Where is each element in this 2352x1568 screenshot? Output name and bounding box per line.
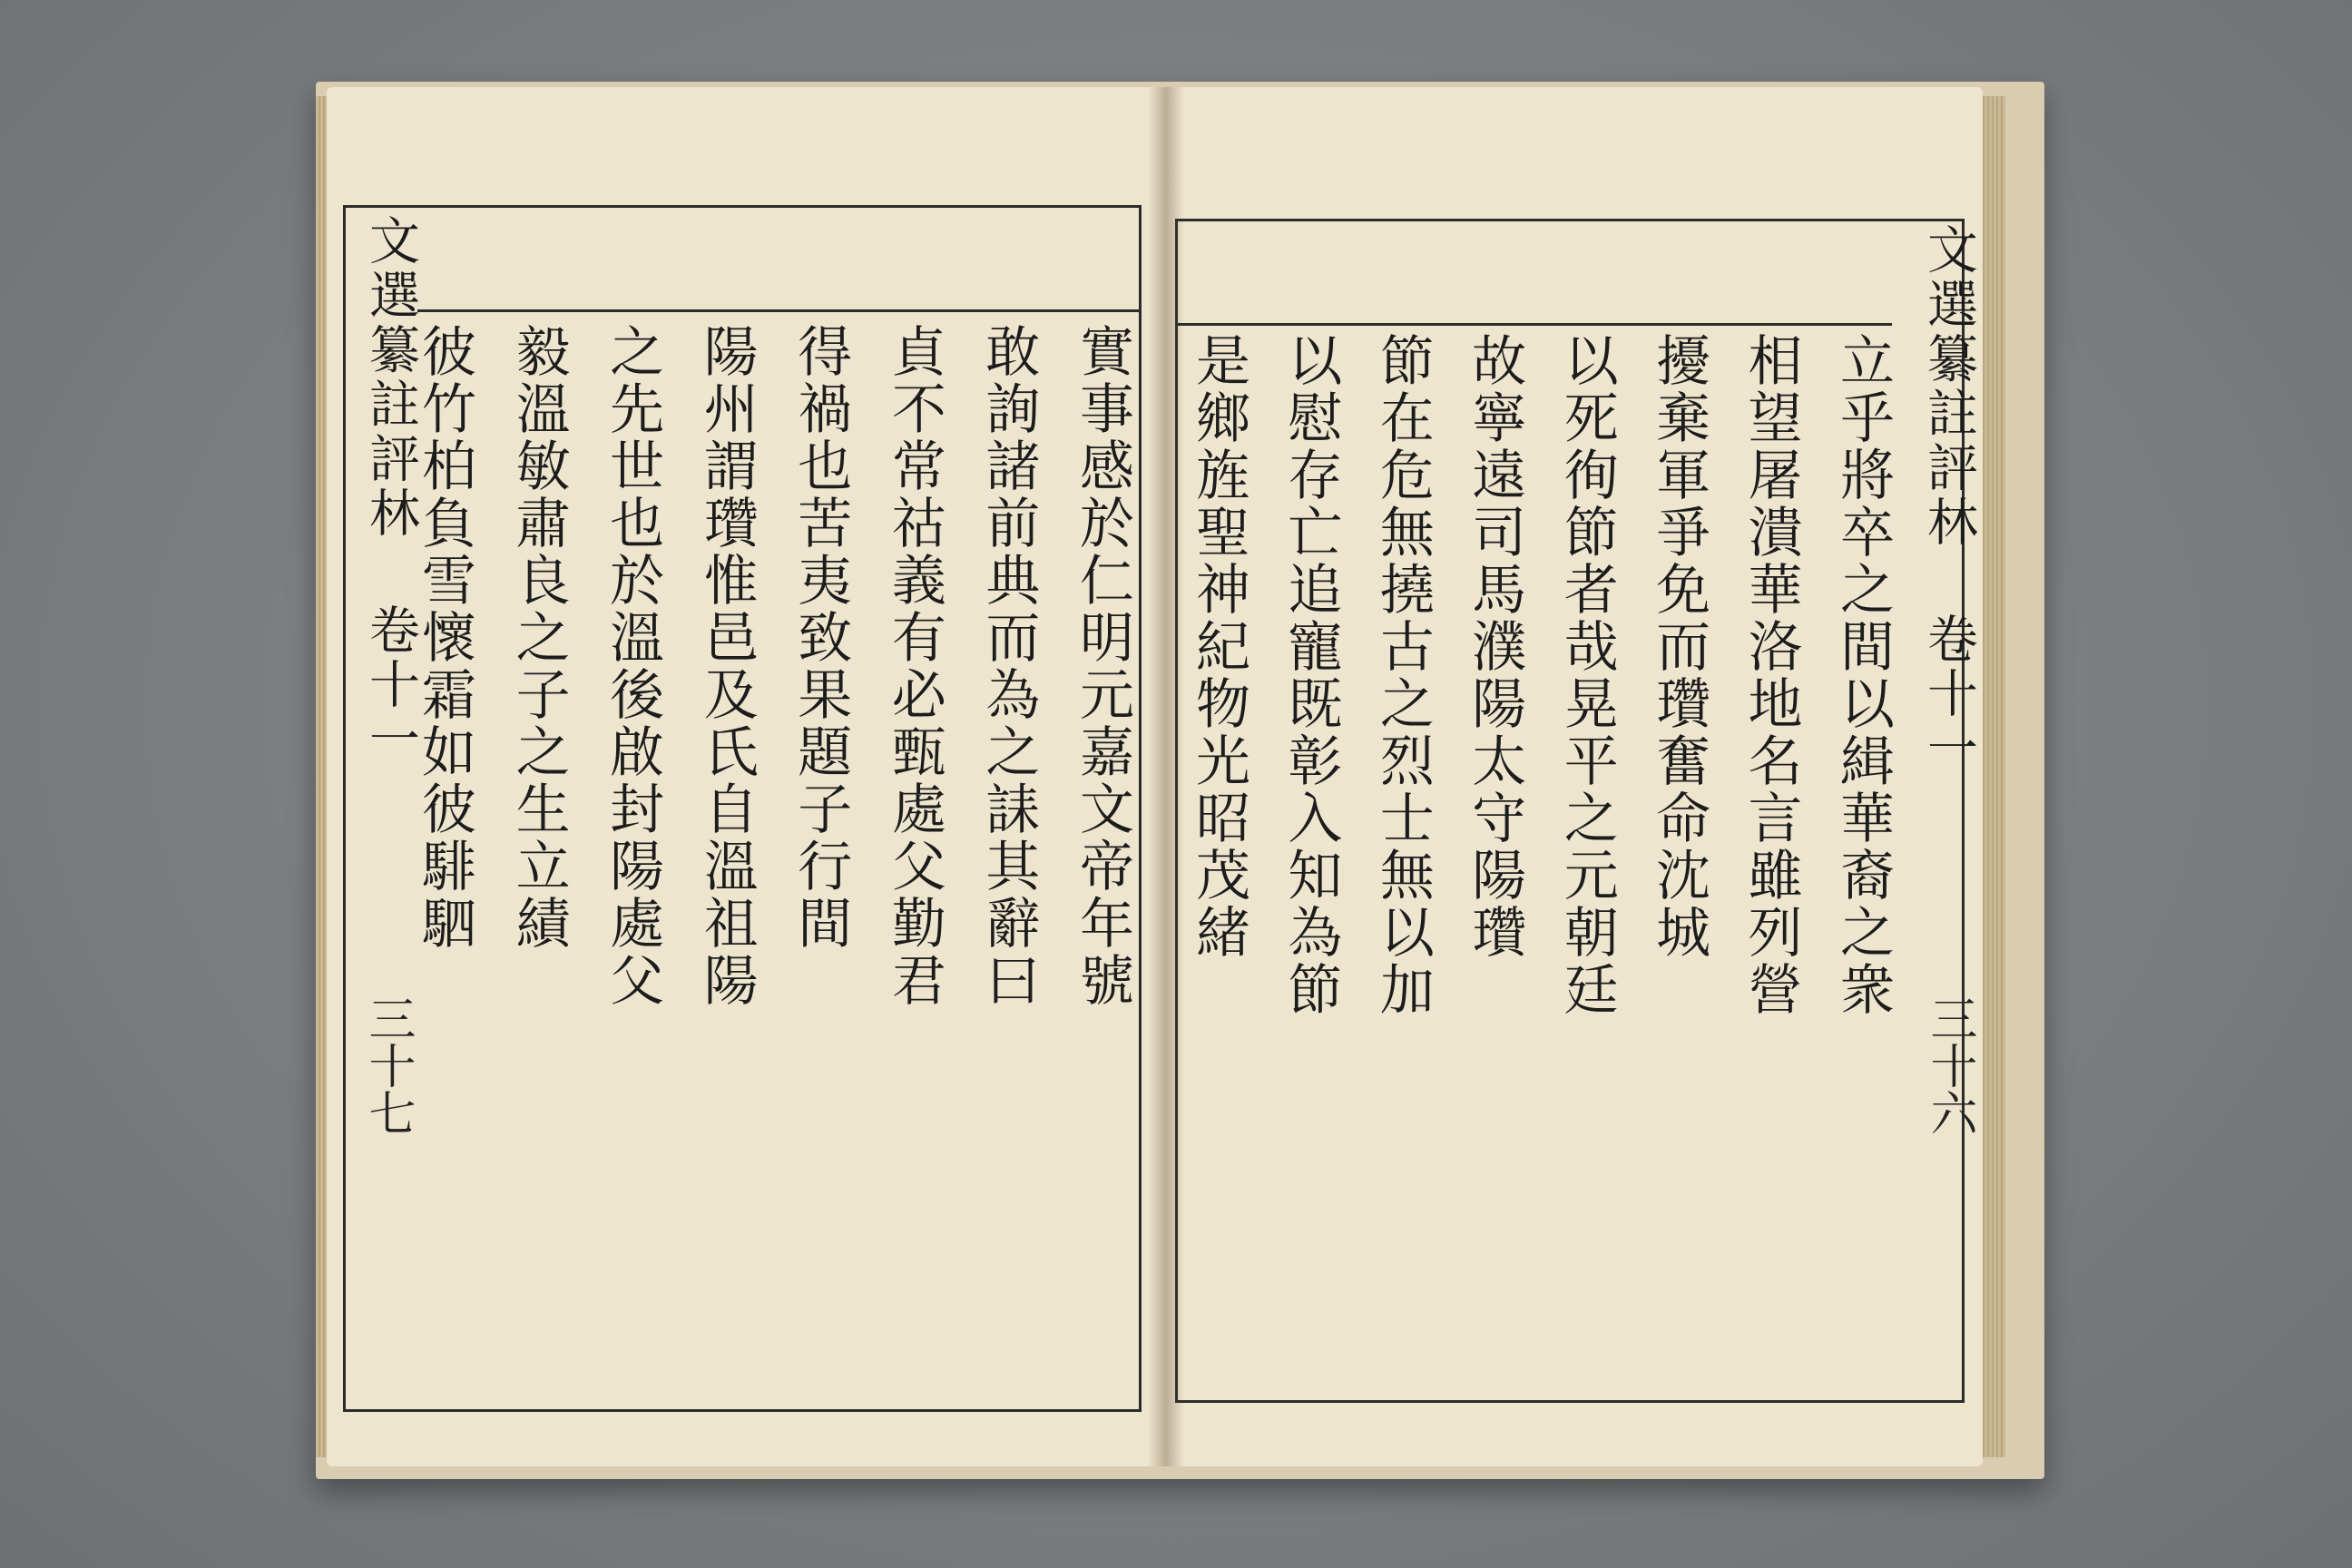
text-column: 以慰存亡追寵既彰入知為節 (1279, 332, 1343, 1018)
text-column: 之先世也於溫後啟封陽處父 (601, 323, 665, 1009)
text-column: 彼竹柏負雪懷霜如彼騑駟 (413, 323, 476, 952)
right-page-running-title: 文選纂註評林 卷十一 (1919, 223, 1978, 776)
right-page-folio: 三十六 (1922, 995, 1976, 1136)
left-page-running-title: 文選纂註評林 卷十一 (361, 214, 420, 767)
left-page-header-band (417, 205, 1142, 312)
text-column: 立乎將卒之間以緝華裔之衆 (1830, 332, 1895, 1018)
text-column: 擾棄軍爭免而瓚奮命沈城 (1647, 332, 1711, 961)
open-book (327, 87, 2042, 1485)
text-column: 以死徇節者哉晃平之元朝廷 (1554, 332, 1619, 1018)
text-column: 故寧遠司馬濮陽太守陽瓚 (1463, 332, 1527, 961)
right-page-header-band (1175, 219, 1892, 326)
right-page (1166, 87, 1983, 1466)
text-column: 敢詢諸前典而為之誄其辭曰 (976, 323, 1041, 1009)
left-page-folio: 三十七 (360, 995, 415, 1136)
text-column: 相望屠潰華洛地名言雖列營 (1739, 332, 1803, 1018)
left-page (327, 87, 1166, 1466)
text-column: 貞不常祜義有必甄處父勤君 (882, 323, 946, 1009)
text-column: 得禍也苦夷致果題子行間 (789, 323, 853, 952)
right-page-text (1187, 332, 1895, 1394)
left-page-text (413, 323, 1134, 1403)
text-column: 實事感於仁明元嘉文帝年號 (1070, 323, 1134, 1009)
text-column: 陽州謂瓚惟邑及氏自溫祖陽 (694, 323, 759, 1009)
text-column: 是鄉旌聖神紀物光昭茂緒 (1187, 332, 1250, 961)
book-gutter (1148, 87, 1184, 1466)
text-column: 節在危無撓古之烈士無以加 (1370, 332, 1435, 1018)
text-column: 毅溫敏肅良之子之生立績 (506, 323, 571, 952)
